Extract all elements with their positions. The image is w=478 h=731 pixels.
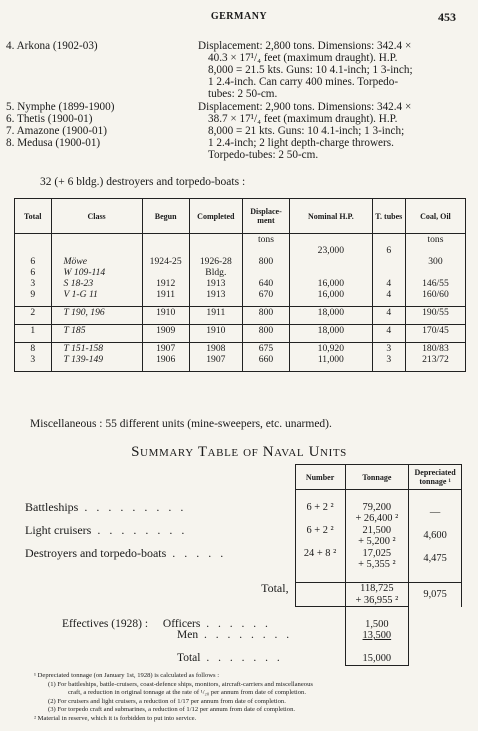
col-header-coal-oil: Coal, Oil bbox=[405, 199, 465, 234]
destroyer-row bbox=[15, 267, 466, 278]
spec-line: 8,000 = 21 kts. Guns: 10 4.1-inch; 1 3-inch; bbox=[208, 125, 405, 137]
destroyer-cell: 4 bbox=[372, 289, 405, 300]
destroyer-cell: 1911 bbox=[189, 307, 242, 319]
row-number: 6 + 2 ² bbox=[295, 502, 345, 514]
destroyer-row bbox=[15, 325, 466, 337]
destroyer-cell bbox=[242, 245, 289, 256]
destroyer-cell: S 18-23 bbox=[51, 278, 142, 289]
destroyer-cell bbox=[142, 245, 189, 256]
destroyer-cell: T 190, 196 bbox=[51, 307, 142, 319]
destroyer-cell: tons bbox=[405, 234, 465, 246]
destroyer-cell bbox=[51, 245, 142, 256]
spec-line: Torpedo-tubes: 2 50-cm. bbox=[208, 149, 319, 161]
col-header-tonnage: Tonnage bbox=[345, 465, 409, 490]
col-header-completed: Completed bbox=[189, 199, 242, 234]
destroyer-cell bbox=[290, 256, 373, 267]
destroyer-cell: 1907 bbox=[142, 343, 189, 355]
summary-row-total bbox=[22, 583, 462, 595]
destroyer-cell: 1910 bbox=[142, 307, 189, 319]
total-tonnage: 118,725 bbox=[345, 583, 409, 595]
destroyer-cell: 800 bbox=[242, 325, 289, 337]
row-depreciated: 4,600 bbox=[409, 525, 462, 548]
row-tonnage-reserve: + 26,400 ² bbox=[345, 513, 409, 525]
col-header-tubes: T. tubes bbox=[372, 199, 405, 234]
row-label: Battleships . . . . . . . . . bbox=[22, 502, 295, 514]
spec-line: 1 2.4-inch; 2 light depth-charge throwers. bbox=[208, 137, 394, 149]
summary-row-destroyers bbox=[22, 548, 462, 560]
ship-name: 8. Medusa (1900-01) bbox=[6, 137, 101, 149]
destroyer-cell: 4 bbox=[372, 307, 405, 319]
destroyer-cell bbox=[405, 267, 465, 278]
destroyer-cell: 160/60 bbox=[405, 289, 465, 300]
destroyer-cell: T 185 bbox=[51, 325, 142, 337]
destroyer-cell: 1926-28 bbox=[189, 256, 242, 267]
destroyer-cell bbox=[242, 267, 289, 278]
destroyer-cell: 300 bbox=[405, 256, 465, 267]
footnote-1-item-3: (3) For torpedo craft and submarines, a reduction of 1/12 per annum from date of completion. bbox=[48, 706, 296, 713]
row-label: Destroyers and torpedo-boats . . . . . bbox=[22, 548, 295, 560]
destroyer-cell: 16,000 bbox=[290, 289, 373, 300]
col-header-number: Number bbox=[295, 465, 345, 490]
destroyer-cell: 670 bbox=[242, 289, 289, 300]
destroyer-table-header bbox=[15, 199, 466, 234]
destroyer-cell: V 1-G 11 bbox=[51, 289, 142, 300]
ship-name: 7. Amazone (1900-01) bbox=[6, 125, 107, 137]
destroyer-cell: W 109-114 bbox=[51, 267, 142, 278]
destroyer-cell bbox=[372, 234, 405, 246]
ship-name: 4. Arkona (1902-03) bbox=[6, 40, 98, 52]
destroyer-cell: 3 bbox=[372, 354, 405, 365]
summary-title: Summary Table of Naval Units bbox=[131, 444, 347, 460]
destroyer-cell: 18,000 bbox=[290, 325, 373, 337]
col-header-depreciated: Depreciated tonnage ¹ bbox=[409, 465, 462, 490]
summary-row-battleships bbox=[22, 502, 462, 514]
destroyer-cell: 9 bbox=[15, 289, 52, 300]
destroyer-cell bbox=[15, 245, 52, 256]
destroyer-cell: 8 bbox=[15, 343, 52, 355]
destroyer-cell: 1913 bbox=[189, 278, 242, 289]
destroyer-cell: 1906 bbox=[142, 354, 189, 365]
destroyer-cell: 1911 bbox=[142, 289, 189, 300]
spec-line: 38.7 × 17¹/₄ feet (maximum draught). H.P. bbox=[208, 113, 398, 125]
summary-header-blank bbox=[22, 465, 295, 490]
row-depreciated: — bbox=[409, 502, 462, 525]
destroyer-cell: 675 bbox=[242, 343, 289, 355]
footnote-1-item-1: (1) For battleships, battle-cruisers, coast-defence ships, monitors, aircraft-carriers and miscellaneous bbox=[48, 680, 313, 688]
destroyer-cell: 1924-25 bbox=[142, 256, 189, 267]
destroyer-cell bbox=[290, 234, 373, 246]
destroyer-cell: 10,920 bbox=[290, 343, 373, 355]
destroyer-cell: tons bbox=[242, 234, 289, 246]
spacer-row bbox=[15, 365, 466, 372]
row-tonnage: 79,200 bbox=[345, 502, 409, 514]
destroyer-cell: 11,000 bbox=[290, 354, 373, 365]
destroyers-heading: 32 (+ 6 bldg.) destroyers and torpedo-boats : bbox=[40, 176, 246, 188]
destroyer-table-body bbox=[15, 234, 466, 372]
spec-line: 8,000 = 21.5 kts. Guns: 10 4.1-inch; 1 3-inch; bbox=[208, 64, 413, 76]
destroyer-cell: 660 bbox=[242, 354, 289, 365]
destroyer-row bbox=[15, 354, 466, 365]
destroyer-cell: 3 bbox=[15, 354, 52, 365]
effectives-total-row bbox=[22, 653, 462, 665]
row-label: Light cruisers . . . . . . . . bbox=[22, 525, 295, 537]
row-depreciated: 4,475 bbox=[409, 548, 462, 571]
row-tonnage: 21,500 bbox=[345, 525, 409, 537]
footnote-1-item-2: (2) For cruisers and light cruisers, a reduction of 1/17 per annum from date of completion. bbox=[48, 697, 286, 705]
effectives-officers: 1,500 bbox=[345, 619, 409, 631]
effectives-label: Effectives (1928) : Officers . . . . . . bbox=[62, 617, 271, 630]
destroyer-cell: 4 bbox=[372, 325, 405, 337]
destroyer-cell bbox=[290, 267, 373, 278]
destroyer-cell: 2 bbox=[15, 307, 52, 319]
destroyer-cell: 190/55 bbox=[405, 307, 465, 319]
row-tonnage-reserve: + 5,200 ² bbox=[345, 536, 409, 548]
spec-line: tubes: 2 50-cm. bbox=[208, 88, 278, 100]
total-label: Total, bbox=[22, 583, 295, 595]
destroyer-cell bbox=[372, 256, 405, 267]
total-tonnage-reserve: + 36,955 ² bbox=[345, 595, 409, 607]
spec-line: 40.3 × 17¹/₄ feet (maximum draught). H.P. bbox=[208, 52, 398, 64]
ship-names bbox=[6, 40, 206, 52]
ship-spec bbox=[198, 40, 466, 100]
footnotes bbox=[34, 672, 474, 723]
ship-name: 6. Thetis (1900-01) bbox=[6, 113, 93, 125]
destroyer-row bbox=[15, 289, 466, 300]
destroyer-cell: 3 bbox=[15, 278, 52, 289]
col-header-nominal-hp: Nominal H.P. bbox=[290, 199, 373, 234]
summary-table bbox=[22, 464, 462, 666]
col-header-begun: Begun bbox=[142, 199, 189, 234]
col-header-displacement: Displace-ment bbox=[242, 199, 289, 234]
spacer-row bbox=[22, 571, 462, 583]
row-number: 24 + 8 ² bbox=[295, 548, 345, 560]
destroyer-cell: 18,000 bbox=[290, 307, 373, 319]
summary-table-header bbox=[22, 465, 462, 490]
destroyer-table bbox=[14, 198, 466, 372]
row-tonnage: 17,025 bbox=[345, 548, 409, 560]
page-header bbox=[0, 10, 478, 26]
destroyer-cell: 1909 bbox=[142, 325, 189, 337]
spec-line: 1 2.4-inch. Can carry 400 mines. Torpedo- bbox=[208, 76, 399, 88]
destroyer-row bbox=[15, 343, 466, 355]
men-label: Men . . . . . . . . bbox=[177, 629, 293, 641]
effectives-men: 13,500 bbox=[345, 630, 409, 642]
destroyer-cell: 1912 bbox=[142, 278, 189, 289]
destroyer-cell: 1907 bbox=[189, 354, 242, 365]
destroyer-cell: 146/55 bbox=[405, 278, 465, 289]
destroyer-cell bbox=[142, 267, 189, 278]
destroyer-cell: Bldg. bbox=[189, 267, 242, 278]
row-tonnage-reserve: + 5,355 ² bbox=[345, 559, 409, 571]
col-header-total: Total bbox=[15, 199, 52, 234]
summary-row-total-reserve bbox=[22, 595, 462, 607]
destroyer-cell: 4 bbox=[372, 278, 405, 289]
destroyer-cell: Möwe bbox=[51, 256, 142, 267]
ship-names bbox=[6, 101, 206, 149]
effectives-total: 15,000 bbox=[345, 653, 409, 665]
destroyer-row bbox=[15, 307, 466, 319]
spec-line: Displacement: 2,900 tons. Dimensions: 342.4 × bbox=[198, 101, 412, 113]
destroyer-cell bbox=[15, 234, 52, 246]
destroyer-cell: 1913 bbox=[189, 289, 242, 300]
destroyer-row bbox=[15, 234, 466, 246]
spec-line: Displacement: 2,800 tons. Dimensions: 342.4 × bbox=[198, 40, 412, 52]
destroyer-cell bbox=[189, 245, 242, 256]
effectives-total-label: Total . . . . . . . bbox=[177, 652, 283, 665]
destroyer-cell: 800 bbox=[242, 307, 289, 319]
miscellaneous-line: Miscellaneous : 55 different units (mine-sweepers, etc. unarmed). bbox=[30, 418, 332, 430]
destroyer-cell: 170/45 bbox=[405, 325, 465, 337]
destroyer-cell: 6 bbox=[15, 267, 52, 278]
destroyer-cell bbox=[51, 234, 142, 246]
destroyer-cell: 1910 bbox=[189, 325, 242, 337]
footnote-1: ¹ Depreciated tonnage (on January 1st, 1928) is calculated as follows : bbox=[34, 672, 220, 679]
destroyer-cell: 1908 bbox=[189, 343, 242, 355]
destroyer-cell: 1 bbox=[15, 325, 52, 337]
destroyer-row bbox=[15, 278, 466, 289]
destroyer-cell bbox=[372, 267, 405, 278]
destroyer-cell: 800 bbox=[242, 256, 289, 267]
destroyer-cell: 6 bbox=[15, 256, 52, 267]
destroyer-cell: 180/83 bbox=[405, 343, 465, 355]
col-header-class: Class bbox=[51, 199, 142, 234]
total-depreciated: 9,075 bbox=[409, 583, 462, 607]
destroyer-cell: 16,000 bbox=[290, 278, 373, 289]
summary-row-destroyers-reserve bbox=[22, 559, 462, 571]
destroyer-row bbox=[15, 256, 466, 267]
destroyer-cell: 6 bbox=[372, 245, 405, 256]
footnote-1-item-1-cont: craft, a reduction in original tonnage at the rate of ¹/₂₀ per annum from date of completion. bbox=[68, 689, 307, 696]
summary-row-light-cruisers bbox=[22, 525, 462, 537]
destroyer-row bbox=[15, 245, 466, 256]
page-number: 453 bbox=[438, 10, 456, 24]
effectives-men-row bbox=[22, 630, 462, 642]
destroyer-cell: 640 bbox=[242, 278, 289, 289]
row-number: 6 + 2 ² bbox=[295, 525, 345, 537]
destroyer-cell: 3 bbox=[372, 343, 405, 355]
destroyer-cell: 213/72 bbox=[405, 354, 465, 365]
destroyer-cell bbox=[189, 234, 242, 246]
destroyer-cell bbox=[142, 234, 189, 246]
destroyer-cell: T 139-149 bbox=[51, 354, 142, 365]
ship-name: 5. Nymphe (1899-1900) bbox=[6, 101, 115, 113]
country-title: GERMANY bbox=[210, 11, 268, 22]
footnote-2: ² Material in reserve, which it is forbidden to put into service. bbox=[34, 714, 197, 722]
destroyer-cell: T 151-158 bbox=[51, 343, 142, 355]
ship-spec bbox=[198, 101, 466, 161]
destroyer-cell: 23,000 bbox=[290, 245, 373, 256]
destroyer-cell bbox=[405, 245, 465, 256]
